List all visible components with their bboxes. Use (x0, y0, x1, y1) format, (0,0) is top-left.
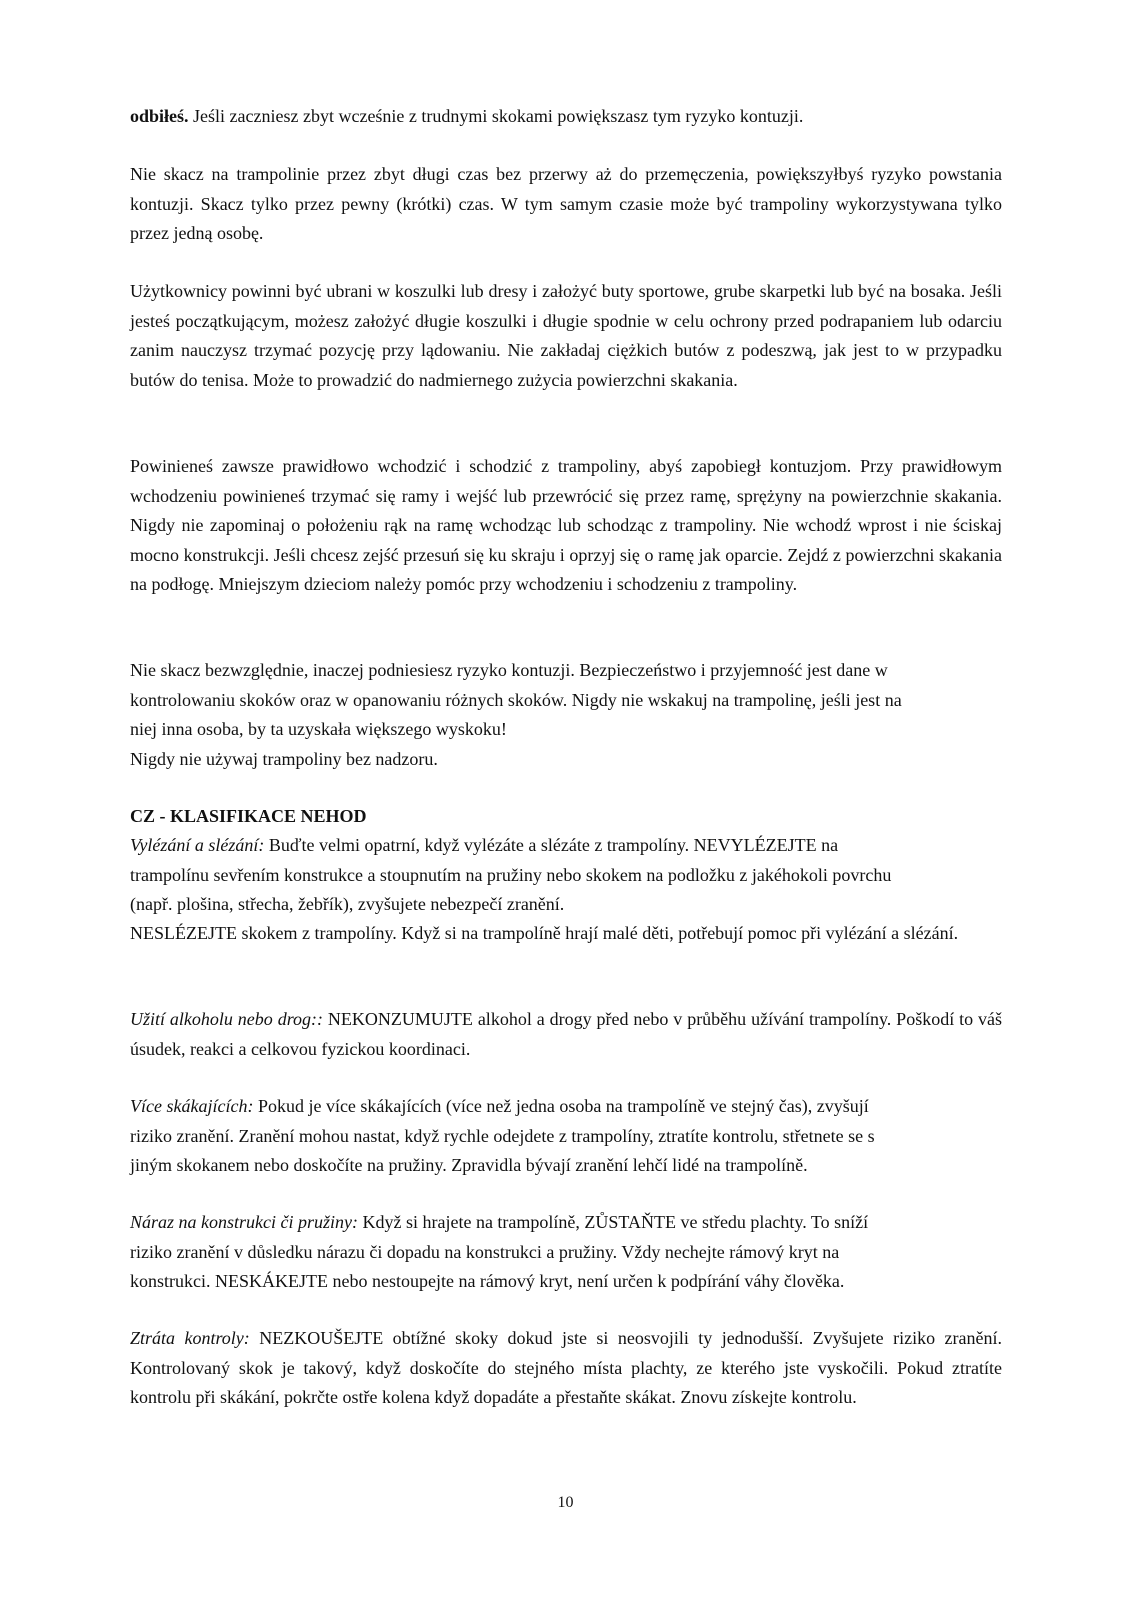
section-vice-text: Pokud je více skákajících (více než jedna osoba na trampolíně ve stejný čas), zvyšují (253, 1096, 869, 1116)
section-vylezani-label: Vylézání a slézání: (130, 835, 265, 855)
paragraph-5-line: kontrolowaniu skoków oraz w opanowaniu różnych skoków. Nigdy nie wskakuj na trampolinę, jeśli jest na (130, 689, 902, 710)
section-vylezani-line: (např. plošina, střecha, žebřík), zvyšujete nebezpečí zranění. (130, 894, 565, 914)
section-ztrata-label: Ztráta kontroly: (130, 1328, 250, 1348)
section-alkohol-text: NEKONZUMUJTE alkohol a drogy před nebo v průběhu užívání trampolíny. Poškodí to váš úsudek, reakci a celkovou fyzickou koordinaci. (130, 1009, 1002, 1059)
paragraph-2: Nie skacz na trampolinie przez zbyt długi czas bez przerwy aż do przemęczenia, powiększyłbyś ryzyko powstania kontuzji. Skacz tylko przez pewny (krótki) czas. W tym samym czasie może być trampoliny wykorzystywana tylko przez jedną osobę. (130, 164, 1002, 243)
section-vylezani-line (130, 831, 1002, 861)
section-naraz-label: Náraz na konstrukci či pružiny: (130, 1212, 358, 1232)
section-vice-line: riziko zranění. Zranění mohou nastat, když rychle odejdete z trampolíny, ztratíte kontrolu, střetnete se s (130, 1125, 875, 1146)
bold-lead: odbiłeś. (130, 106, 189, 126)
section-vice-skakajicich (130, 1092, 1002, 1181)
section-vylezani-text: Buďte velmi opatrní, když vylézáte a slézáte z trampolíny. NEVYLÉZEJTE na (264, 835, 839, 855)
paragraph-4: Powinieneś zawsze prawidłowo wchodzić i schodzić z trampoliny, abyś zapobiegł kontuzjom. Przy prawidłowym wchodzeniu powinieneś trzymać się ramy i wejść lub przewrócić się przez ramę, sprężyny na powierzchnie skakania. Nigdy nie zapominaj o położeniu rąk na ramę wchodząc lub schodząc z trampoliny. Nie wchodź wprost i nie ściskaj mocno konstrukcji. Jeśli chcesz zejść przesuń się ku skraju i oprzyj się o ramę jak oparcie. Zejdź z powierzchni skakania na podłogę. Mniejszym dzieciom należy pomóc przy wchodzeniu i schodzeniu z trampoliny. (130, 456, 1002, 594)
section-ztrata-text: NEZKOUŠEJTE obtížné skoky dokud jste si neosvojili ty jednodušší. Zvyšujete riziko zranění. Kontrolovaný skok je takový, když doskočíte do stejného místa plachty, ze kterého jste vyskočili. Pokud ztratíte kontrolu při skákání, pokrčte ostře kolena když dopadáte a přestaňte skákat. Znovu získejte kontrolu. (130, 1328, 1002, 1407)
section-heading: CZ - KLASIFIKACE NEHOD (130, 806, 367, 826)
section-vice-label: Více skákajících: (130, 1096, 254, 1116)
section-alkohol (130, 1005, 1002, 1064)
section-neslezejte: NESLÉZEJTE skokem z trampolíny. Když si na trampolíně hrají malé děti, potřebují pomoc při vylézání a slézání. (130, 923, 959, 943)
section-ztrata-kontroly (130, 1324, 1002, 1413)
section-naraz-line (130, 1208, 1002, 1238)
section-vice-line (130, 1092, 1002, 1122)
paragraph-1-text: Jeśli zaczniesz zbyt wcześnie z trudnymi skokami powiększasz tym ryzyko kontuzji. (188, 106, 804, 126)
section-vylezani-line: trampolínu sevřením konstrukce a stoupnutím na pružiny nebo skokem na podložku z jakéhokoli povrchu (130, 864, 892, 885)
paragraph-3: Użytkownicy powinni być ubrani w koszulki lub dresy i założyć buty sportowe, grube skarpetki lub być na bosaka. Jeśli jesteś początkującym, możesz założyć długie koszulki i długie spodnie w celu ochrony przed podrapaniem lub odarciu zanim nauczysz trzymać pozycję przy lądowaniu. Nie zakładaj ciężkich butów z podeszwą, jak jest to w przypadku butów do tenisa. Może to prowadzić do nadmiernego zużycia powierzchni skakania. (130, 281, 1002, 390)
paragraph-5-line: Nigdy nie używaj trampoliny bez nadzoru. (130, 748, 438, 769)
paragraph-5-line: niej inna osoba, by ta uzyskała większego wyskoku! (130, 719, 507, 739)
section-naraz (130, 1208, 1002, 1297)
page-number: 10 (557, 1494, 574, 1511)
section-vylezani (130, 831, 1002, 920)
section-naraz-line: konstrukci. NESKÁKEJTE nebo nestoupejte na rámový kryt, není určen k podpírání váhy člověka. (130, 1271, 845, 1291)
paragraph-5 (130, 656, 1002, 774)
section-naraz-text: Když si hrajete na trampolíně, ZŮSTAŇTE ve středu plachty. To sníží (357, 1212, 869, 1232)
section-alkohol-label: Užití alkoholu nebo drog:: (130, 1009, 324, 1029)
paragraph-5-line: Nie skacz bezwzględnie, inaczej podniesiesz ryzyko kontuzji. Bezpieczeństwo i przyjemność jest dane w (130, 660, 888, 680)
section-vice-line: jiným skokanem nebo doskočíte na pružiny. Zpravidla bývají zranění lehčí lidé na trampolíně. (130, 1155, 808, 1175)
paragraph-1 (130, 102, 1002, 132)
section-naraz-line: riziko zranění v důsledku nárazu či dopadu na konstrukci a pružiny. Vždy nechejte rámový kryt na (130, 1241, 840, 1262)
